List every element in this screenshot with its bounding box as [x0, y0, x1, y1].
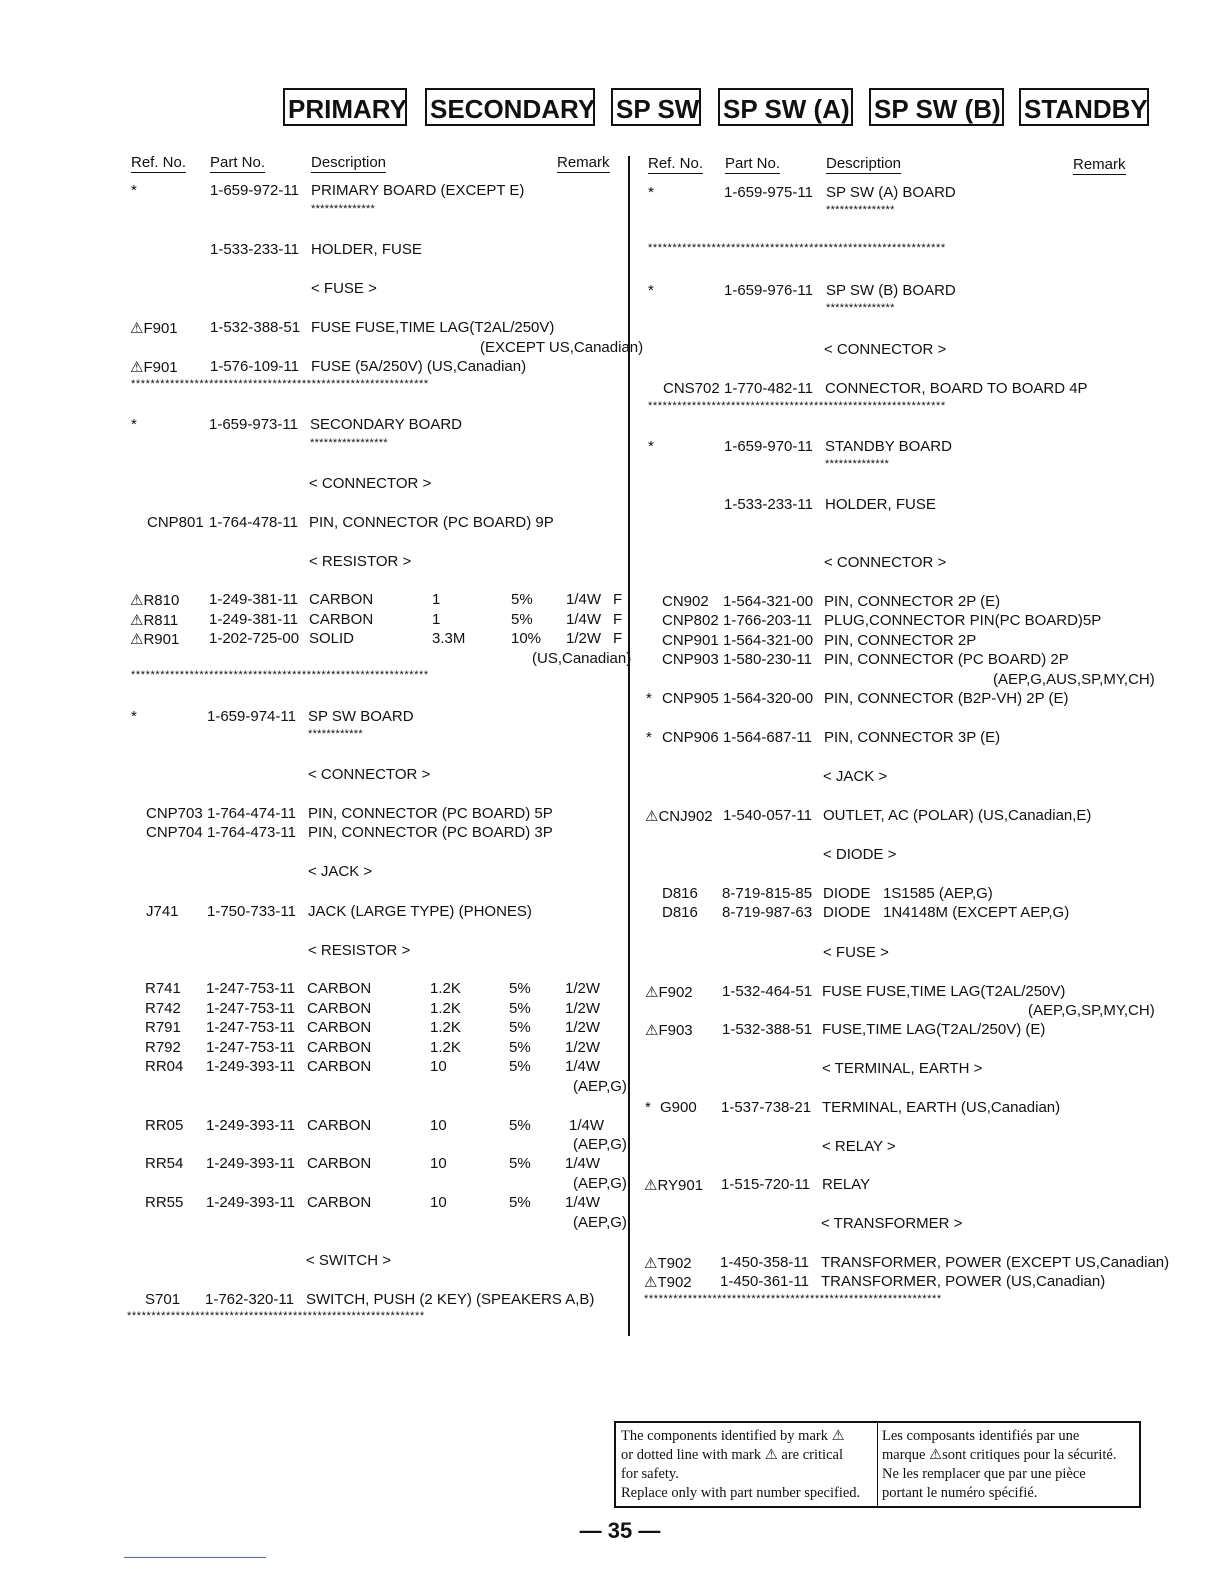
- safety-mark-icon: ⚠: [130, 320, 144, 337]
- fuse-category-right: < FUSE >: [823, 944, 889, 961]
- safety-mark-icon: ⚠: [831, 1428, 845, 1444]
- safety-mark-icon: ⚠: [929, 1447, 943, 1463]
- terminal-category: < TERMINAL, EARTH >: [822, 1060, 983, 1077]
- diode-category: < DIODE >: [823, 846, 897, 863]
- transformer-category: < TRANSFORMER >: [821, 1215, 963, 1232]
- header-part: Part No.: [210, 154, 266, 171]
- tab-sp-sw: SP SW: [611, 88, 701, 126]
- tab-sp-sw-a: SP SW (A): [718, 88, 853, 126]
- section-separator: *************************************************************: [648, 242, 946, 254]
- safety-mark-icon: ⚠: [764, 1447, 778, 1463]
- rr04-note: (AEP,G): [573, 1078, 627, 1095]
- header-ref-right: Ref. No.: [648, 155, 704, 172]
- tab-primary: PRIMARY: [283, 88, 407, 126]
- section-separator: *************************************************************: [644, 1293, 942, 1305]
- notice-divider: [877, 1423, 878, 1506]
- safety-notice: [614, 1421, 1141, 1508]
- connector-category-right-2: < CONNECTOR >: [824, 554, 947, 571]
- spsw-b-sub-stars: ***************: [826, 302, 895, 314]
- safety-mark-icon: ⚠: [130, 359, 144, 376]
- footer-rule: [124, 1557, 266, 1558]
- safety-mark-icon: ⚠: [130, 592, 144, 609]
- safety-mark-icon: ⚠: [645, 984, 659, 1001]
- f901-note: (EXCEPT US,Canadian): [480, 339, 644, 356]
- tab-sp-sw-b: SP SW (B): [869, 88, 1004, 126]
- switch-category: < SWITCH >: [306, 1252, 392, 1269]
- r901-note: (US,Canadian): [532, 650, 632, 667]
- safety-mark-icon: ⚠: [645, 1022, 659, 1039]
- spsw-sub-stars: ************: [308, 728, 363, 740]
- rr54-note: (AEP,G): [573, 1175, 627, 1192]
- connector-category-right: < CONNECTOR >: [824, 341, 947, 358]
- f902-note: (AEP,G,SP,MY,CH): [1028, 1002, 1155, 1019]
- secondary-sub-stars: *****************: [310, 437, 388, 449]
- connector-category: < CONNECTOR >: [309, 475, 432, 492]
- resistor-category-2: < RESISTOR >: [308, 942, 411, 959]
- column-divider: [628, 156, 630, 1336]
- page-number: — 35 —: [579, 1518, 661, 1543]
- primary-sub-stars: **************: [311, 203, 376, 215]
- section-separator: *************************************************************: [127, 1310, 425, 1322]
- connector-category-2: < CONNECTOR >: [308, 766, 431, 783]
- safety-mark-icon: ⚠: [644, 1255, 658, 1272]
- safety-notice-french: Les composants identifiés par une marque ⚠sont critiques pour la sécurité. Ne les remplacer que par une pièce portant le numéro spécifié.: [882, 1428, 1117, 1501]
- relay-category: < RELAY >: [822, 1138, 896, 1155]
- header-desc: Description: [311, 154, 387, 171]
- tab-standby: STANDBY: [1019, 88, 1149, 126]
- header-remark-right: Remark: [1073, 156, 1126, 173]
- section-separator: *************************************************************: [648, 400, 946, 412]
- safety-notice-english: The components identified by mark ⚠ or dotted line with mark ⚠ are critical for safety. Replace only with part number specified.: [621, 1428, 861, 1501]
- section-separator: *************************************************************: [131, 669, 429, 681]
- section-separator: *************************************************************: [131, 378, 429, 390]
- header-desc-right: Description: [826, 155, 902, 172]
- fuse-category: < FUSE >: [311, 280, 377, 297]
- safety-mark-icon: ⚠: [130, 631, 144, 648]
- rr55-note: (AEP,G): [573, 1214, 627, 1231]
- safety-mark-icon: ⚠: [644, 1177, 658, 1194]
- safety-mark-icon: ⚠: [130, 612, 144, 629]
- safety-mark-icon: ⚠: [644, 1274, 658, 1291]
- header-part-right: Part No.: [725, 155, 781, 172]
- spsw-a-sub-stars: ***************: [826, 204, 895, 216]
- rr05-note: (AEP,G): [573, 1136, 627, 1153]
- tab-secondary: SECONDARY: [425, 88, 595, 126]
- safety-mark-icon: ⚠: [645, 808, 659, 825]
- header-ref: Ref. No.: [131, 154, 187, 171]
- resistor-category: < RESISTOR >: [309, 553, 412, 570]
- jack-category-right: < JACK >: [823, 768, 888, 785]
- header-remark: Remark: [557, 154, 610, 171]
- cnp903-note: (AEP,G,AUS,SP,MY,CH): [993, 671, 1155, 688]
- jack-category: < JACK >: [308, 863, 373, 880]
- standby-sub-stars: **************: [825, 458, 890, 470]
